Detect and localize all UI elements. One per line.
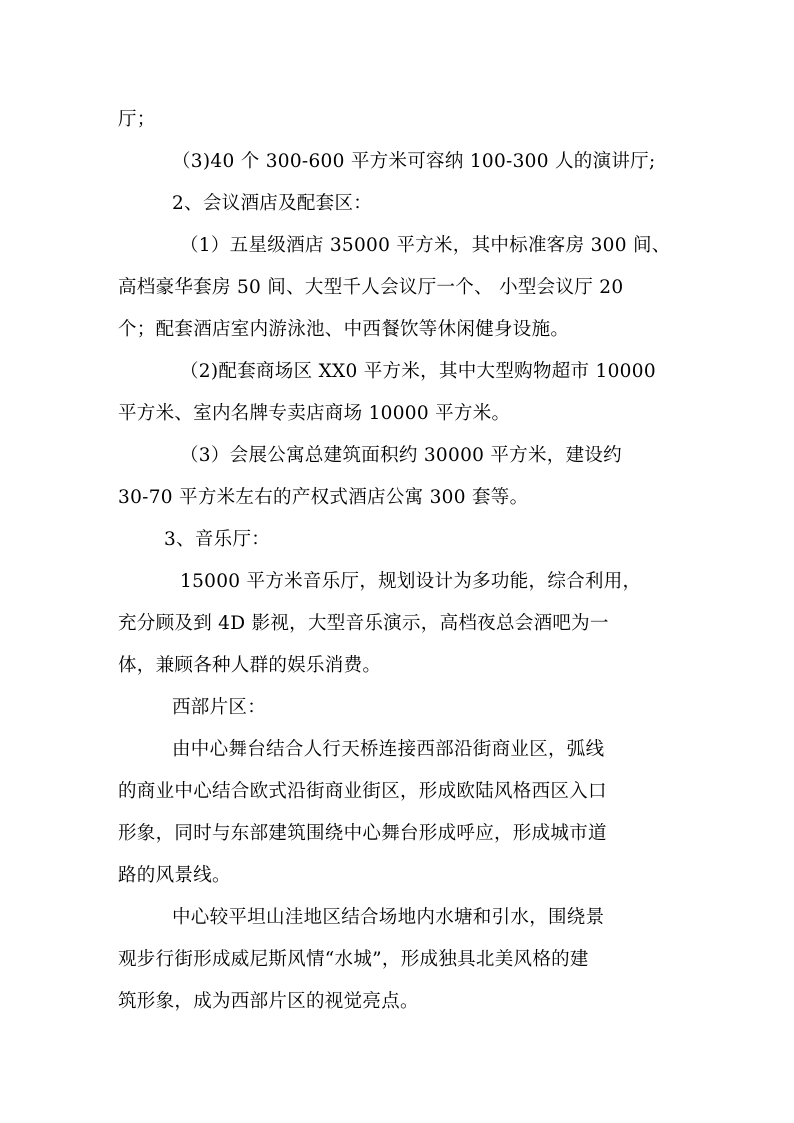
text-line: 观步行街形成威尼斯风情“水城”，形成独具北美风格的建 [118, 949, 589, 970]
section-heading: 西部片区： [172, 697, 267, 718]
text-line: 15000 平方米音乐厅，规划设计为多功能，综合利用， [180, 571, 642, 592]
text-line: 的商业中心结合欧式沿街商业街区，形成欧陆风格西区入口 [118, 781, 607, 802]
text-line: 形象，同时与东部建筑围绕中心舞台形成呼应，形成城市道 [118, 823, 607, 844]
text-line: 30-70 平方米左右的产权式酒店公寓 300 套等。 [118, 487, 529, 508]
text-line: 路的风景线。 [118, 865, 231, 886]
text-line: 筑形象，成为西部片区的视觉亮点。 [118, 991, 419, 1012]
section-heading: 3、音乐厅： [164, 529, 271, 550]
section-heading: 2、会议酒店及配套区： [172, 193, 373, 214]
text-line: （2)配套商场区 XX0 平方米，其中大型购物超市 10000 [180, 361, 656, 382]
text-line: 由中心舞台结合人行天桥连接西部沿街商业区，弧线 [172, 739, 605, 760]
text-line: 充分顾及到 4D 影视，大型音乐演示，高档夜总会酒吧为一 [118, 613, 609, 634]
text-line: （1）五星级酒店 35000 平方米，其中标准客房 300 间、 [180, 235, 671, 256]
text-line: 中心较平坦山洼地区结合场地内水塘和引水，围绕景 [172, 907, 605, 928]
text-line: 厅； [118, 109, 156, 130]
text-line: 平方米、室内名牌专卖店商场 10000 平方米。 [118, 403, 511, 424]
text-line: 个；配套酒店室内游泳池、中西餐饮等休闲健身设施。 [118, 319, 570, 340]
text-line: （3)40 个 300-600 平方米可容纳 100-300 人的演讲厅; [172, 151, 656, 172]
text-line: 高档豪华套房 50 间、大型千人会议厅一个、 小型会议厅 20 [118, 277, 624, 298]
text-line: （3）会展公寓总建筑面积约 30000 平方米，建设约 [180, 445, 622, 466]
text-line: 体，兼顾各种人群的娱乐消费。 [118, 655, 382, 676]
